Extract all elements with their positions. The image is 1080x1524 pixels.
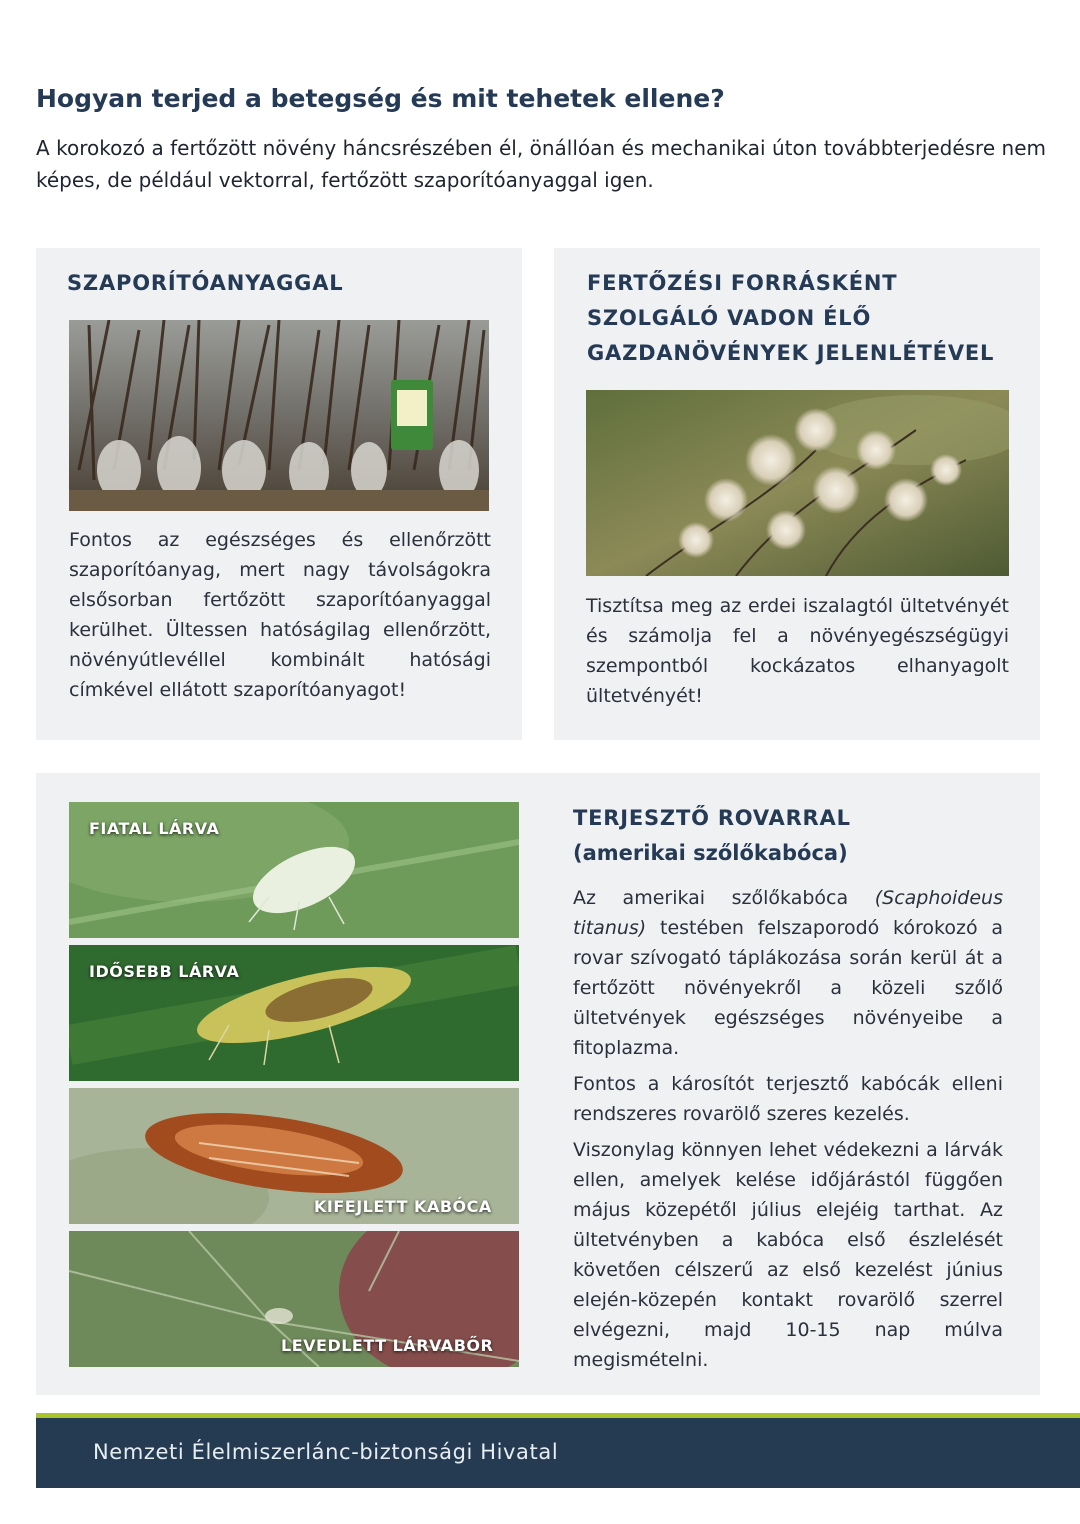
seedlings-photo [69, 320, 489, 511]
panel-propagation-material [36, 248, 522, 740]
panel-insect-vector [36, 773, 1040, 1395]
panel-text [573, 883, 1003, 1381]
panel-wild-host-plants [554, 248, 1040, 740]
caption-shed-skin: LEVEDLETT LÁRVABŐR [281, 1336, 494, 1355]
panel-title-line-1: TERJESZTŐ ROVARRAL [573, 806, 851, 830]
paragraph-vector: Az amerikai szőlőkabóca (Scaphoideus titanus) testében felszaporodó kórokozó a rovar szívogató táplákozása során kerül át a fertőzött növényekről a közeli szőlő ültetvények egészséges növényeibe a fitoplazma. [573, 887, 1003, 1059]
paragraph-timing: Viszonylag könnyen lehet védekezni a lárvák ellen, amelyek kelése időjárástól függően május közepétől július elejéig tarthat. Az ültetvényben a kabóca első észlelését követően célszerű az első kezelést június elején-közepén kontakt rovarölő szerrel elvégezni, majd 10-15 nap múlva megismételni. [573, 1139, 1003, 1371]
panel-text: Tisztítsa meg az erdei iszalagtól ültetvényét és számolja fel a növényegészségügyi szempontból kockázatos elhanyagolt ültetvényét! [586, 595, 1009, 707]
page-title: Hogyan terjed a betegség és mit tehetek ellene? [36, 84, 725, 113]
panel-title-line-1: FERTŐZÉSI FORRÁSKÉNT [587, 271, 898, 295]
scientific-name: (Scaphoideus titanus) [573, 887, 1003, 939]
caption-adult-leafhopper: KIFEJLETT KABÓCA [314, 1197, 492, 1216]
panel-title-line-3: GAZDANÖVÉNYEK JELENLÉTÉVEL [587, 341, 995, 365]
organization-name: Nemzeti Élelmiszerlánc-biztonsági Hivatal [93, 1440, 559, 1464]
panel-text: Fontos az egészséges és ellenőrzött szaporítóanyag, mert nagy távolságokra elsősorban fertőzött szaporítóanyaggal kerülhet. Ültessen hatóságilag ellenőrzött, növényútlevéllel kombinált hatósági címkével ellátott szaporítóanyagot! [69, 529, 491, 701]
caption-older-larva: IDŐSEBB LÁRVA [89, 962, 240, 981]
panel-title-line-2: (amerikai szőlőkabóca) [573, 841, 848, 865]
panel-title: SZAPORÍTÓANYAGGAL [67, 271, 344, 295]
intro-paragraph: A korokozó a fertőzött növény háncsrészében él, önállóan és mechanikai úton továbbterjedésre nem képes, de például vektorral, fertőzött szaporítóanyaggal igen. [36, 136, 1046, 192]
clematis-photo [586, 390, 1009, 576]
panel-title-line-2: SZOLGÁLÓ VADON ÉLŐ [587, 306, 872, 330]
footer [36, 1418, 1080, 1488]
paragraph-treatment: Fontos a károsítót terjesztő kabócák elleni rendszeres rovarölő szeres kezelés. [573, 1073, 1003, 1125]
caption-young-larva: FIATAL LÁRVA [89, 819, 220, 838]
